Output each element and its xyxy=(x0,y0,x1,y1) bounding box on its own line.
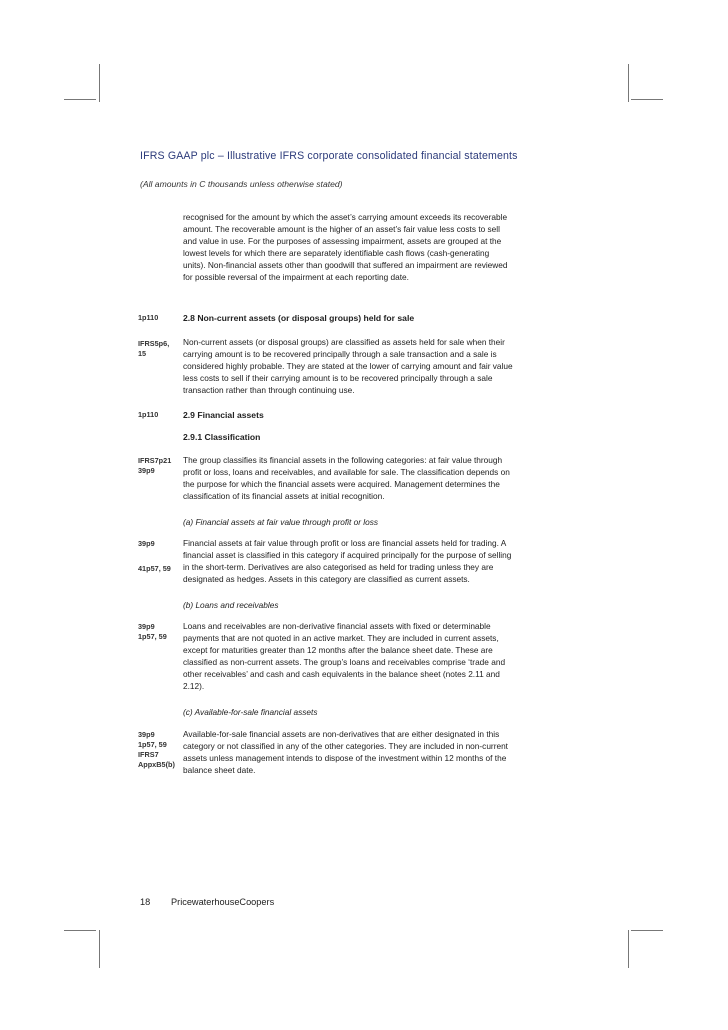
footer-company: PricewaterhouseCoopers xyxy=(171,897,275,907)
subheading-fair-value: (a) Financial assets at fair value through profit or loss xyxy=(183,517,379,527)
paragraph-available-for-sale: Available-for-sale financial assets are non-derivatives that are either designated in this category or not classified in any of the other categories. They are included in non-current assets unless management intends to dispose of the investment within 12 months of the balance sheet date. xyxy=(183,729,508,775)
margin-ref: 41p57, 59 xyxy=(138,564,171,573)
subheading-loans: (b) Loans and receivables xyxy=(183,600,279,610)
subheading-available-for-sale: (c) Available-for-sale financial assets xyxy=(183,707,318,717)
paragraph-held-for-sale: Non-current assets (or disposal groups) are classified as assets held for sale when their carrying amount is to be recovered principally through a sale transaction and a sale is considered highly probable. They are stated at the lower of carrying amount and fair value less costs to sell if their carrying amount is to be recovered principally through a sale transaction rather than through continuing use. xyxy=(183,337,513,395)
margin-ref: 1p110 xyxy=(138,313,159,322)
margin-ref: 39p9 xyxy=(138,539,155,548)
crop-mark xyxy=(99,930,100,968)
section-heading-2-9: 2.9 Financial assets xyxy=(183,410,264,420)
page-subtitle: (All amounts in C thousands unless otherwise stated) xyxy=(140,179,343,189)
page-number: 18 xyxy=(140,897,151,907)
margin-ref: IFRS7p21 39p9 xyxy=(138,456,172,475)
crop-mark xyxy=(631,99,663,100)
crop-mark xyxy=(64,930,96,931)
section-heading-2-8: 2.8 Non-current assets (or disposal groups) held for sale xyxy=(183,313,415,323)
margin-ref: 39p9 1p57, 59 IFRS7 AppxB5(b) xyxy=(138,730,175,769)
paragraph-classification: The group classifies its financial assets in the following categories: at fair value through profit or loss, loans and receivables, and available for sale. The classification depends on the purpose for which the financial assets were acquired. Management determines the classification of its financial assets at initial recognition. xyxy=(183,455,510,501)
paragraph-impairment: recognised for the amount by which the asset’s carrying amount exceeds its recoverable amount. The recoverable amount is the higher of an asset’s fair value less costs to sell and value in use. For the purposes of assessing impairment, assets are grouped at the lowest levels for which there are separately identifiable cash flows (cash-generating units). Non-financial assets other than goodwill that suffered an impairment are reviewed for possible reversal of the impairment at each reporting date. xyxy=(183,212,508,282)
crop-mark xyxy=(628,930,629,968)
page-title: IFRS GAAP plc – Illustrative IFRS corporate consolidated financial statements xyxy=(140,150,518,162)
margin-ref: 39p9 1p57, 59 xyxy=(138,622,167,641)
crop-mark xyxy=(631,930,663,931)
crop-mark xyxy=(628,64,629,102)
margin-ref: IFRS5p6, 15 xyxy=(138,339,170,358)
paragraph-loans: Loans and receivables are non-derivative financial assets with fixed or determinable payments that are not quoted in an active market. They are included in current assets, except for maturities greater than 12 months after the balance sheet date. These are classified as non-current assets. The group’s loans and receivables comprise ‘trade and other receivables’ and cash and cash equivalents in the balance sheet (notes 2.11 and 2.12). xyxy=(183,621,506,691)
crop-mark xyxy=(64,99,96,100)
subsection-heading-2-9-1: 2.9.1 Classification xyxy=(183,432,261,442)
margin-ref: 1p110 xyxy=(138,410,159,419)
crop-mark xyxy=(99,64,100,102)
paragraph-fair-value: Financial assets at fair value through profit or loss are financial assets held for trading. A financial asset is classified in this category if acquired principally for the purpose of selling in the short-term. Derivatives are also categorised as held for trading unless they are designated as hedges. Assets in this category are classified as current assets. xyxy=(183,538,512,584)
